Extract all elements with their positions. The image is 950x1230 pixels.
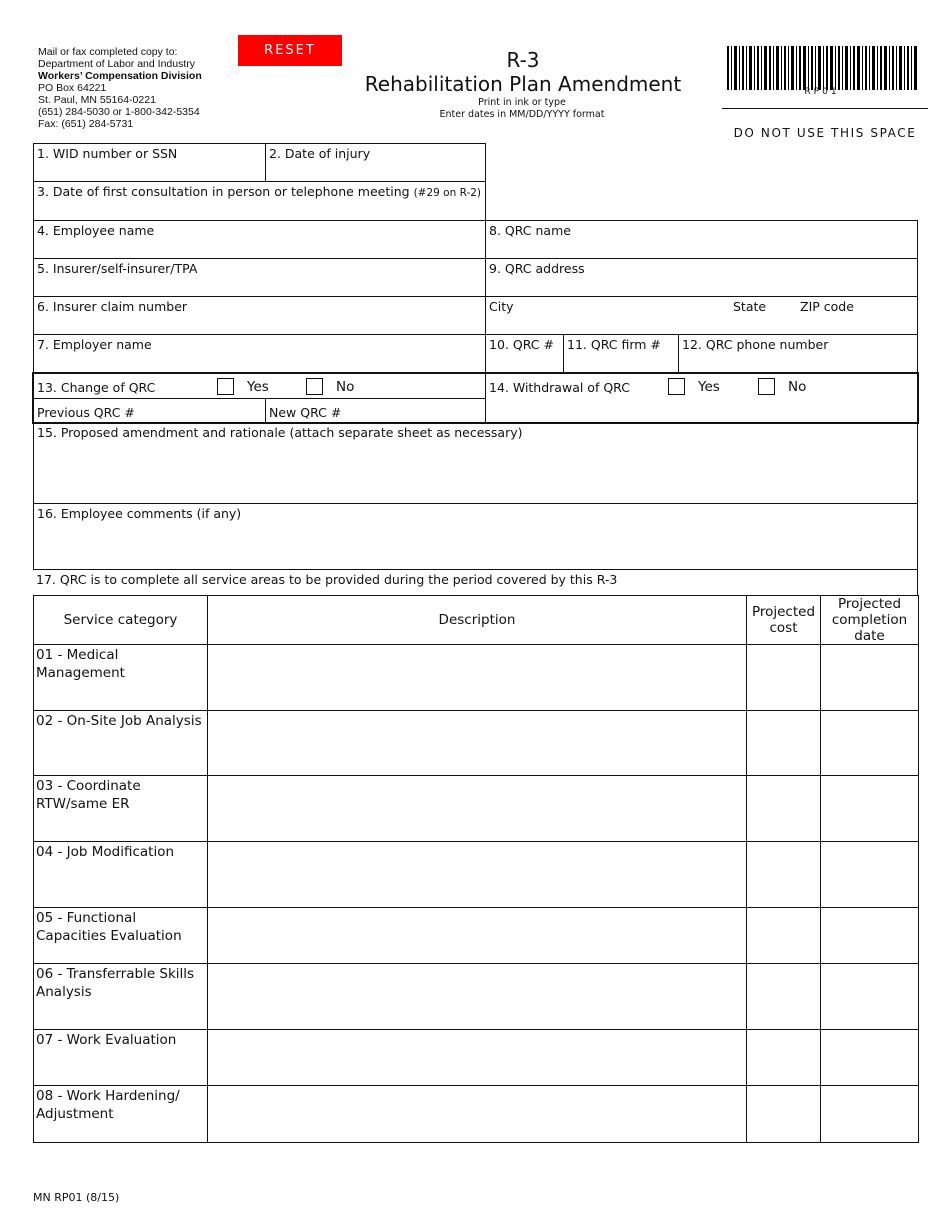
description-cell[interactable] (208, 776, 747, 842)
form-code: R-3 (506, 48, 540, 72)
table-row (34, 711, 919, 776)
qrc-name-field[interactable] (485, 220, 918, 259)
field-label: 6. Insurer claim number (37, 299, 188, 314)
field-note: (#29 on R-2) (413, 187, 482, 199)
barcode (727, 46, 917, 90)
projected-cost-cell[interactable] (747, 776, 821, 842)
insurer-claim-number-field[interactable] (33, 296, 486, 335)
employee-name-field[interactable] (33, 220, 486, 259)
yes-label: Yes (698, 379, 720, 395)
service-category: 08 - Work Hardening/ Adjustment (34, 1086, 208, 1143)
barcode-text: RP01 (804, 87, 840, 97)
field-label: 16. Employee comments (if any) (37, 506, 242, 521)
mail-line: Mail or fax completed copy to: (38, 46, 178, 58)
service-category: 06 - Transferrable Skills Analysis (34, 964, 208, 1030)
field-label: 8. QRC name (489, 223, 571, 238)
completion-date-cell[interactable] (821, 964, 919, 1030)
service-instructions (33, 569, 918, 596)
proposed-amendment-field[interactable] (33, 422, 918, 504)
table-row (34, 842, 919, 908)
column-header: Projected completion date (821, 596, 919, 645)
field-label: 3. Date of first consultation in person or telephone meeting (37, 184, 410, 199)
form-title: Rehabilitation Plan Amendment (364, 72, 682, 96)
projected-cost-cell[interactable] (747, 1086, 821, 1143)
service-category: 03 - Coordinate RTW/same ER (34, 776, 208, 842)
completion-date-cell[interactable] (821, 908, 919, 964)
field-label: 12. QRC phone number (682, 337, 829, 352)
service-table (33, 595, 919, 1143)
service-category: 05 - Functional Capacities Evaluation (34, 908, 208, 964)
date-of-injury-field[interactable] (265, 143, 486, 182)
description-cell[interactable] (208, 964, 747, 1030)
fax-line: Fax: (651) 284-5731 (38, 118, 134, 130)
column-header: Projected cost (747, 596, 821, 645)
form-footer-code: MN RP01 (8/15) (33, 1191, 120, 1204)
qrc-address-field[interactable] (485, 258, 918, 297)
service-category: 02 - On-Site Job Analysis (34, 711, 208, 776)
completion-date-cell[interactable] (821, 842, 919, 908)
field-label: 10. QRC # (489, 337, 554, 352)
field-label: 15. Proposed amendment and rationale (attach separate sheet as necessary) (37, 425, 523, 440)
field-label: 2. Date of injury (269, 146, 371, 161)
table-row (34, 1030, 919, 1086)
description-cell[interactable] (208, 1086, 747, 1143)
description-cell[interactable] (208, 842, 747, 908)
column-header: Description (208, 596, 747, 645)
phone-line: (651) 284-5030 or 1-800-342-5354 (38, 106, 200, 118)
instruction-ink: Print in ink or type (478, 97, 566, 108)
field-label: 7. Employer name (37, 337, 152, 352)
table-header-row (34, 596, 919, 645)
qrc-number-field[interactable] (485, 334, 564, 374)
table-row (34, 776, 919, 842)
service-category: 01 - Medical Management (34, 645, 208, 711)
description-cell[interactable] (208, 645, 747, 711)
insurer-field[interactable] (33, 258, 486, 297)
field-label: 4. Employee name (37, 223, 155, 238)
description-cell[interactable] (208, 908, 747, 964)
qrc-change-section-border (32, 372, 919, 424)
completion-date-cell[interactable] (821, 776, 919, 842)
service-category: 07 - Work Evaluation (34, 1030, 208, 1086)
description-cell[interactable] (208, 1030, 747, 1086)
mail-line: Department of Labor and Industry (38, 58, 196, 70)
table-row (34, 645, 919, 711)
no-label: No (336, 379, 355, 395)
field-label: 14. Withdrawal of QRC (489, 380, 630, 395)
wid-ssn-field[interactable] (33, 143, 266, 182)
column-header: Service category (34, 596, 208, 645)
completion-date-cell[interactable] (821, 711, 919, 776)
field-label: 1. WID number or SSN (37, 146, 178, 161)
field-label: New QRC # (269, 405, 342, 420)
city-label: City (489, 299, 514, 314)
table-row (34, 908, 919, 964)
instruction-dates: Enter dates in MM/DD/YYYY format (439, 109, 605, 120)
zip-label: ZIP code (800, 299, 854, 314)
employee-comments-field[interactable] (33, 503, 918, 570)
projected-cost-cell[interactable] (747, 1030, 821, 1086)
field-label: 17. QRC is to complete all service areas to be provided during the period covered by this R-3 (36, 572, 618, 587)
no-label: No (788, 379, 807, 395)
field-label: 9. QRC address (489, 261, 585, 276)
employer-name-field[interactable] (33, 334, 486, 374)
field-label: 13. Change of QRC (37, 380, 156, 395)
qrc-city-state-zip-row[interactable] (485, 296, 918, 335)
field-label: 11. QRC firm # (567, 337, 661, 352)
projected-cost-cell[interactable] (747, 645, 821, 711)
field-label: 5. Insurer/self-insurer/TPA (37, 261, 198, 276)
divider (722, 108, 928, 109)
completion-date-cell[interactable] (821, 1086, 919, 1143)
completion-date-cell[interactable] (821, 645, 919, 711)
completion-date-cell[interactable] (821, 1030, 919, 1086)
division-name: Workers’ Compensation Division (38, 70, 202, 82)
address-line: St. Paul, MN 55164-0221 (38, 94, 156, 106)
do-not-use-notice: DO NOT USE THIS SPACE (733, 126, 917, 140)
mailing-address (38, 46, 202, 130)
state-label: State (733, 299, 767, 314)
service-category: 04 - Job Modification (34, 842, 208, 908)
projected-cost-cell[interactable] (747, 842, 821, 908)
qrc-firm-number-field[interactable] (563, 334, 679, 374)
table-row (34, 964, 919, 1030)
reset-button[interactable]: RESET (238, 35, 342, 66)
description-cell[interactable] (208, 711, 747, 776)
field-label: Previous QRC # (37, 405, 135, 420)
yes-label: Yes (247, 379, 269, 395)
first-consultation-date-field[interactable] (33, 181, 486, 221)
projected-cost-cell[interactable] (747, 964, 821, 1030)
qrc-phone-field[interactable] (678, 334, 918, 374)
projected-cost-cell[interactable] (747, 711, 821, 776)
table-row (34, 1086, 919, 1143)
address-line: PO Box 64221 (38, 82, 107, 94)
projected-cost-cell[interactable] (747, 908, 821, 964)
